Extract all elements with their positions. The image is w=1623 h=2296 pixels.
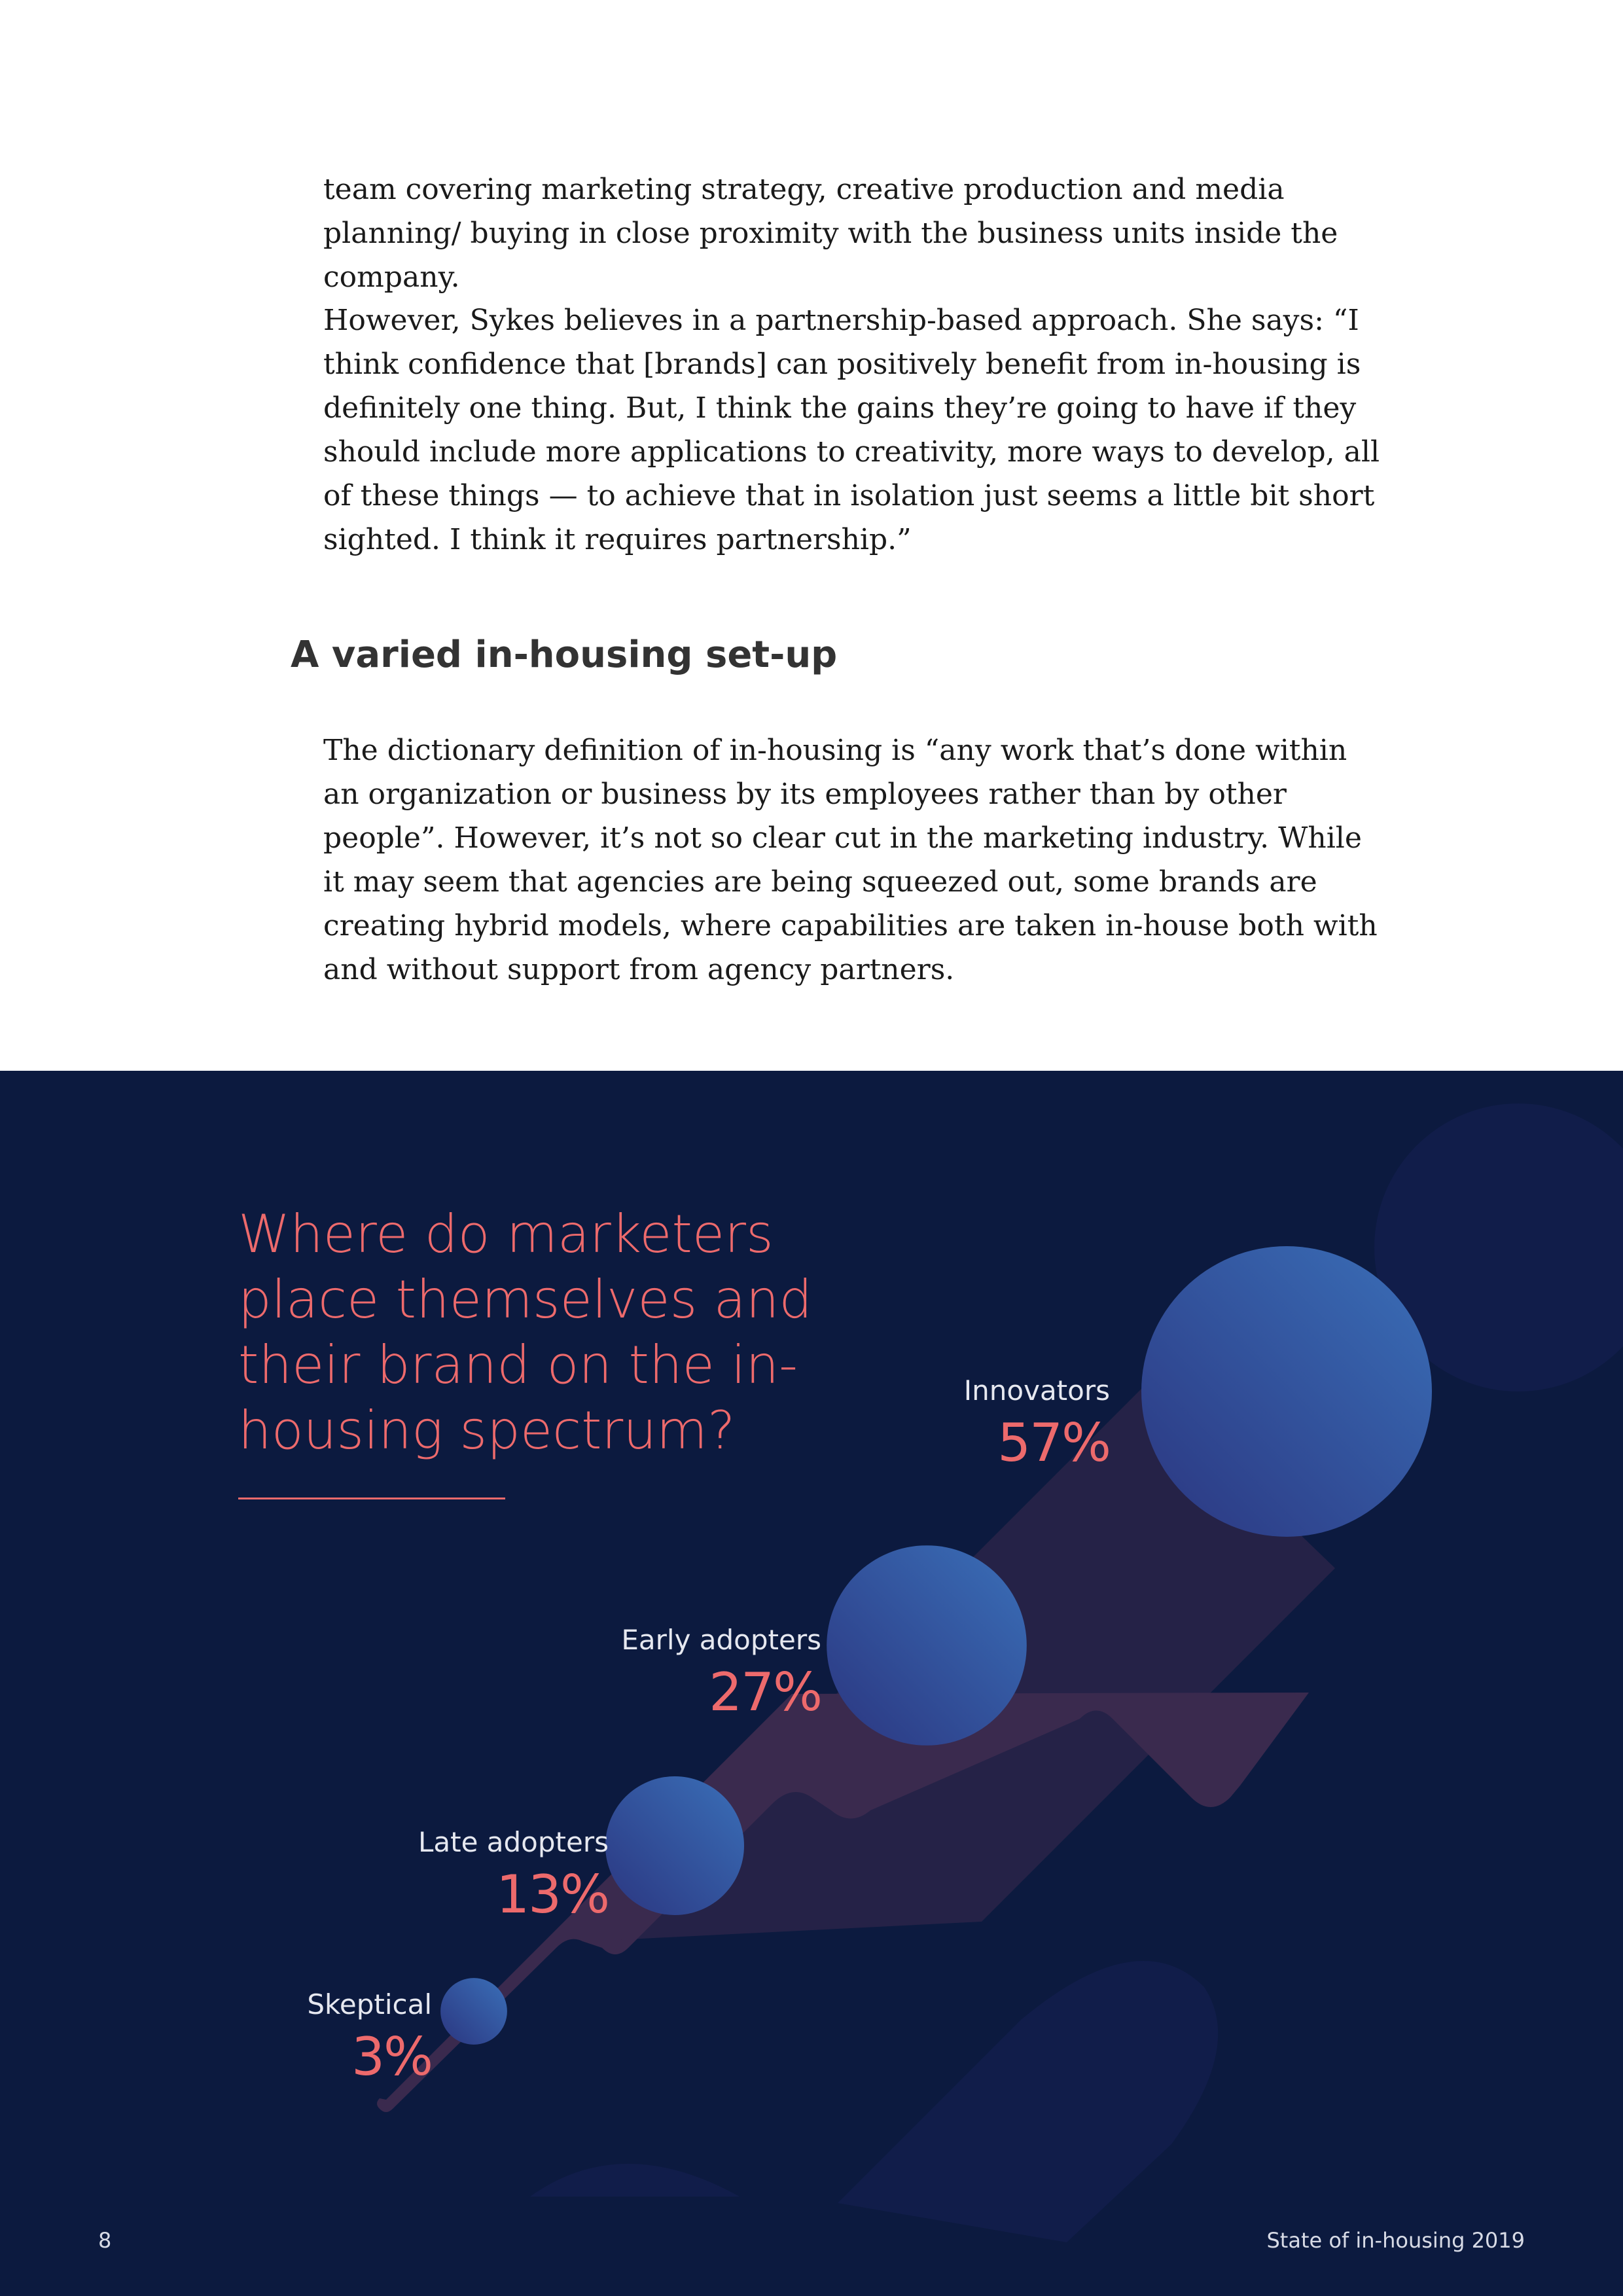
infographic-panel bbox=[0, 1071, 1623, 2296]
category-label-innovators: Innovators bbox=[963, 1374, 1110, 1407]
category-label-late-adopters: Late adopters bbox=[418, 1826, 609, 1858]
bubble-late-adopters bbox=[605, 1776, 744, 1915]
category-label-skeptical: Skeptical bbox=[307, 1988, 432, 2020]
infographic-headline: Where do marketers place themselves and their brand on the in-housing spectrum? bbox=[238, 1204, 813, 1461]
category-label-early-adopters: Early adopters bbox=[621, 1624, 821, 1656]
blob-bottom bbox=[838, 1961, 1218, 2242]
bubble-skeptical bbox=[440, 1978, 507, 2045]
body-paragraph-1: team covering marketing strategy, creative production and media planning/ buying in close proximity with the business units inside the company. bbox=[323, 173, 1338, 294]
body-paragraph-3: The dictionary definition of in-housing is “any work that’s done within an organization or business by its employees rather than by other people”. However, it’s not so clear cut in the marketing industry. While it may seem that agencies are being squeezed out, some brands are creating hybrid models, where capabilities are taken in-house both with and without support from agency partners. bbox=[323, 734, 1378, 986]
section-heading: A varied in-housing set-up bbox=[291, 634, 838, 676]
bubble-innovators bbox=[1141, 1246, 1432, 1537]
publication-title: State of in-housing 2019 bbox=[1266, 2228, 1525, 2253]
value-label-late-adopters: 13% bbox=[496, 1864, 609, 1925]
value-label-early-adopters: 27% bbox=[709, 1662, 821, 1723]
blob-bottom-left bbox=[530, 2164, 740, 2197]
value-label-innovators: 57% bbox=[997, 1412, 1110, 1473]
bubble-early-adopters bbox=[827, 1545, 1027, 1746]
value-label-skeptical: 3% bbox=[351, 2026, 432, 2087]
article-section bbox=[0, 0, 1623, 1071]
body-paragraph-2: However, Sykes believes in a partnership-based approach. She says: “I think confidence that [brands] can positively benefit from in-housing is definitely one thing. But, I think the gains they’re going to have if they should include more applications to creativity, more ways to develop, all of these things — to achieve that in isolation just seems a little bit short sighted. I think it requires partnership.” bbox=[323, 304, 1380, 556]
headline-underline bbox=[238, 1498, 505, 1499]
page-number: 8 bbox=[98, 2228, 112, 2253]
